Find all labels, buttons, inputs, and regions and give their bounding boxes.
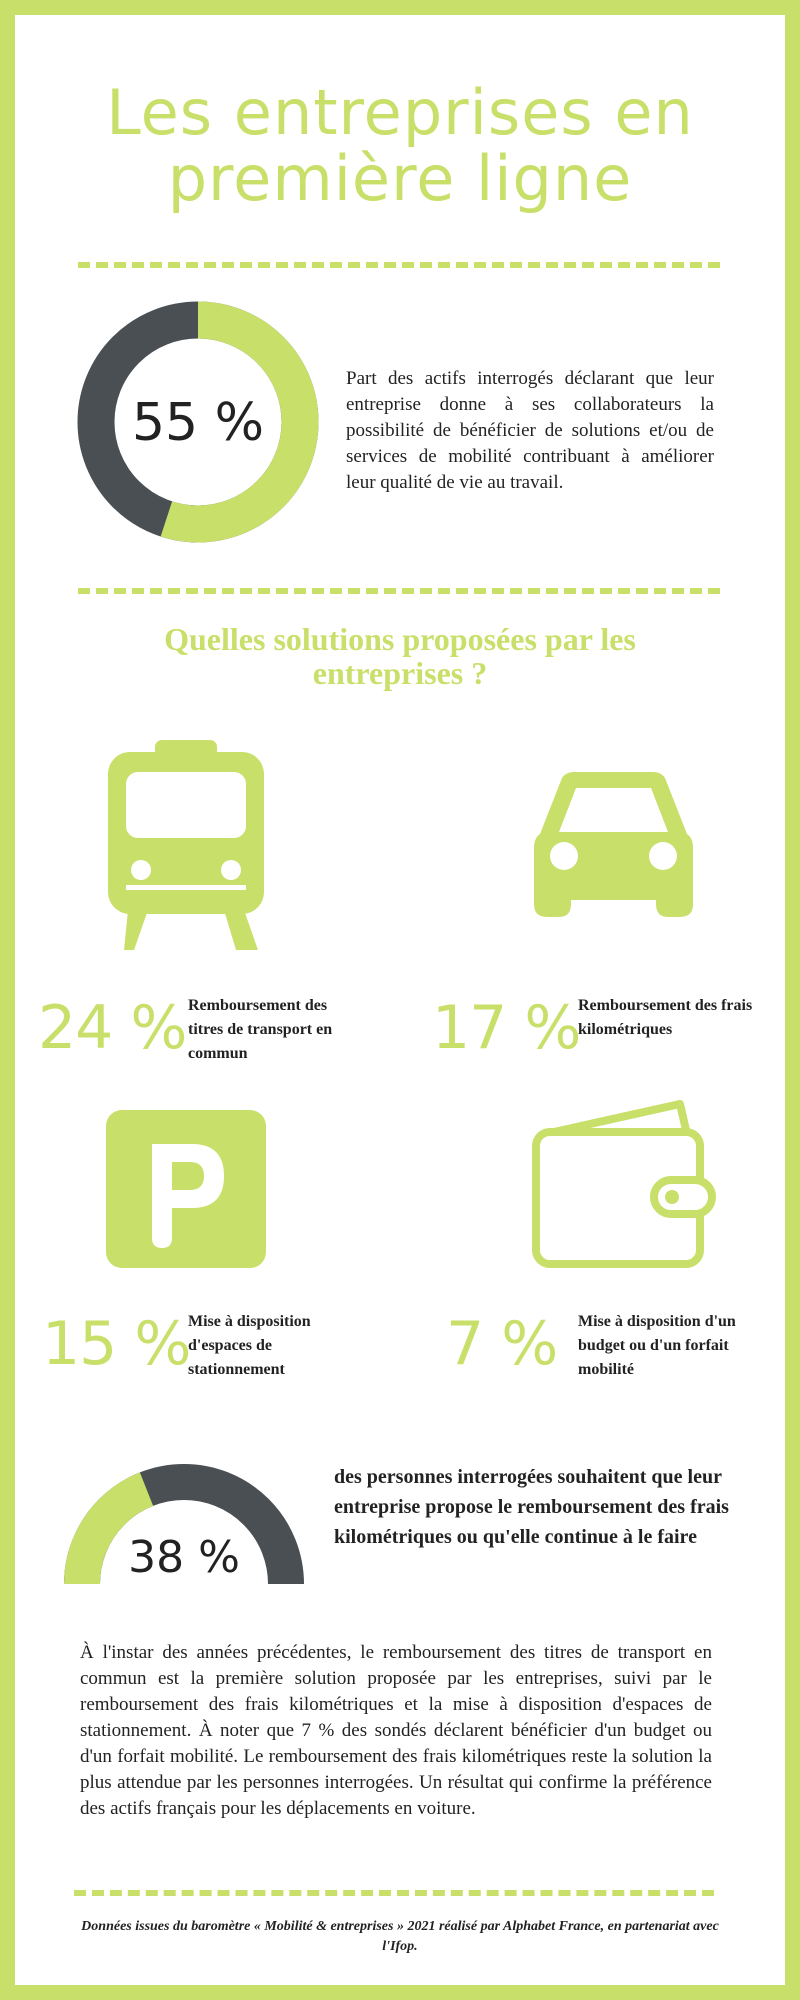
- solution-value-budget: 7 %: [446, 1309, 558, 1379]
- donut-label: 55 %: [131, 393, 265, 453]
- solution-label-transport: Remboursement des titres de transport en commun: [188, 997, 333, 1062]
- title-line-2: première ligne: [167, 142, 633, 215]
- section-subtitle: Quelles solutions proposées par les entreprises ?: [164, 621, 636, 691]
- solution-label-parking: Mise à disposition d'espaces de stationnement: [188, 1313, 311, 1378]
- intro-text: Part des actifs interrogés déclarant que leur entreprise donne à ses collaborateurs la possibilité de bénéficier de solutions et/ou de services de mobilité contribuant à améliorer leur qualité de vie au travail.: [346, 368, 714, 493]
- solution-value-transport: 24 %: [38, 993, 187, 1063]
- donut-chart: [76, 300, 320, 544]
- parking-icon: [106, 1110, 266, 1268]
- half-gauge-chart: [62, 1460, 306, 1588]
- train-icon: [106, 740, 266, 952]
- solution-label-mileage: Remboursement des frais kilométriques: [578, 997, 753, 1038]
- dashed-divider: [78, 262, 720, 268]
- solution-value-parking: 15 %: [42, 1309, 191, 1379]
- page-title: [60, 76, 740, 215]
- dashed-divider: [74, 1890, 714, 1896]
- car-icon: [532, 772, 695, 918]
- dashed-divider: [78, 588, 720, 594]
- solution-value-mileage: 17 %: [432, 993, 581, 1063]
- summary-text: À l'instar des années précédentes, le remboursement des titres de transport en commun est la première solution proposée par les entreprises, suivi par le remboursement des frais kilométriques et la mise à disposition d'espaces de stationnement. À noter que 7 % des sondés déclarent bénéficier d'un budget ou d'un forfait mobilité. Le remboursement des frais kilométriques reste la solution la plus attendue par les personnes interrogées. Un résultat qui confirme la préférence des actifs français pour les déplacements en voiture.: [80, 1642, 712, 1819]
- title-line-1: Les entreprises en: [106, 76, 694, 149]
- half-gauge-label: 38 %: [128, 1532, 240, 1583]
- source-footnote: Données issues du baromètre « Mobilité & entreprises » 2021 réalisé par Alphabet France, en partenariat avec l'Ifop.: [81, 1919, 719, 1954]
- solution-label-budget: Mise à disposition d'un budget ou d'un forfait mobilité: [578, 1313, 736, 1378]
- wallet-icon: [532, 1100, 722, 1270]
- half-gauge-text: des personnes interrogées souhaitent que leur entreprise propose le remboursement des frais kilométriques ou qu'elle continue à le faire: [334, 1466, 729, 1548]
